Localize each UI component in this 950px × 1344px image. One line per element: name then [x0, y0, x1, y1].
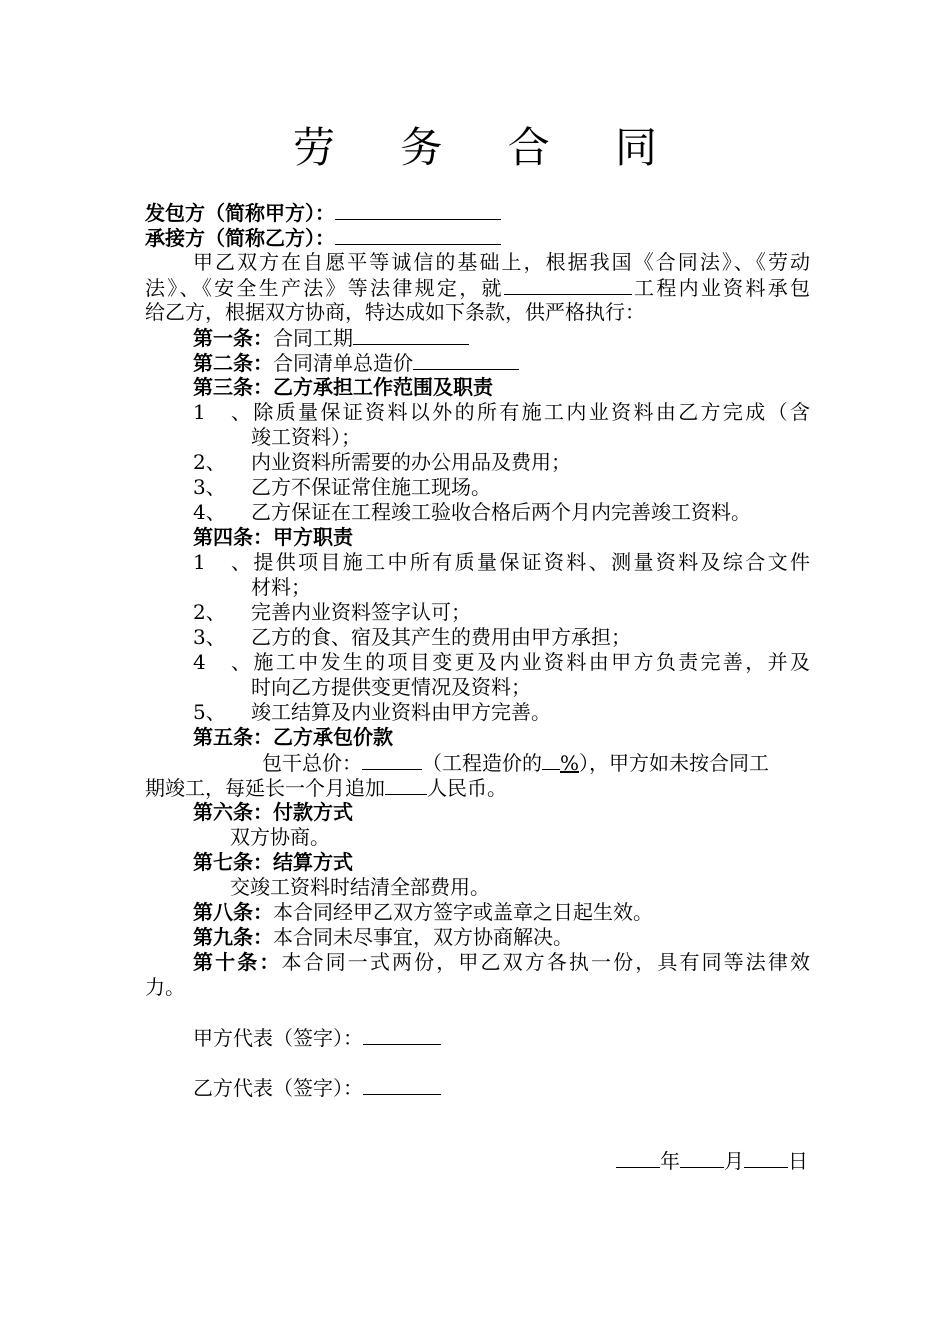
article-6-text: 双方协商。 [230, 825, 330, 849]
article-10-cont: 力。 [145, 975, 185, 999]
article-5-line-2 [145, 775, 810, 801]
item-text: 施工中发生的项目变更及内业资料由甲方负责完善，并及 [251, 650, 810, 674]
lump-sum-blank [362, 750, 422, 770]
signature-b [193, 1075, 858, 1101]
date-line [616, 1148, 808, 1174]
article-4-item [193, 625, 858, 650]
total-price-blank [413, 350, 519, 370]
month-label: 月 [724, 1149, 744, 1173]
item-number: 3、 [193, 625, 226, 649]
article-8 [193, 900, 858, 925]
party-a-blank [335, 200, 501, 220]
item-text: 提供项目施工中所有质量保证资料、测量资料及综合文件 [251, 550, 810, 574]
article-4-heading: 第四条：甲方职责 [193, 525, 353, 549]
intro-line-2 [145, 275, 810, 301]
item-text: 乙方保证在工程竣工验收合格后两个月内完善竣工资料。 [251, 500, 751, 524]
article-2-label: 第二条： [193, 351, 273, 375]
article-4-item-cont: 时向乙方提供变更情况及资料； [251, 675, 531, 699]
article-4-item [193, 550, 810, 575]
article-4-item [193, 650, 810, 675]
article-3-item [193, 475, 858, 500]
item-number: 1、 [193, 550, 251, 574]
signature-a [193, 1025, 858, 1051]
signature-b-label: 乙方代表（签字）： [193, 1076, 363, 1100]
article-9-label: 第九条： [193, 925, 273, 949]
item-number: 5、 [193, 700, 226, 724]
article-2-text: 合同清单总造价 [273, 351, 413, 375]
year-blank [616, 1148, 660, 1168]
article-3-item-cont: 竣工资料）； [251, 425, 361, 449]
article-4-item [193, 700, 858, 725]
item-number: 1、 [193, 400, 251, 424]
party-b-blank [335, 225, 501, 245]
item-number: 2、 [193, 600, 226, 624]
article-4-item-cont: 材料； [251, 575, 311, 599]
year-label: 年 [660, 1149, 680, 1173]
article-3-item [193, 450, 858, 475]
article-8-text: 本合同经甲乙双方签字或盖章之日起生效。 [273, 900, 653, 924]
percent-blank [542, 750, 560, 770]
item-number: 2、 [193, 450, 226, 474]
item-text: 内业资料所需要的办公用品及费用； [251, 450, 571, 474]
document-title: 劳 务 合 同 [292, 123, 684, 172]
article-3-item [193, 500, 858, 525]
party-a-label: 发包方（简称甲方）： [145, 201, 335, 225]
intro-text-a: 法》、《安全生产法》等法律规定，就 [145, 276, 504, 300]
item-text: 完善内业资料签字认可； [251, 600, 471, 624]
article-10-label: 第十条： [193, 950, 282, 974]
article-10 [193, 950, 810, 975]
party-b-label: 承接方（简称乙方）： [145, 226, 335, 250]
article-8-label: 第八条： [193, 900, 273, 924]
intro-text-b: 工程内业资料承包 [631, 276, 811, 300]
article-9 [193, 925, 858, 950]
article-7-text: 交竣工资料时结清全部费用。 [230, 875, 490, 899]
intro-line-3: 给乙方，根据双方协商，特达成如下条款，供严格执行： [145, 300, 645, 324]
article-3-heading: 第三条：乙方承担工作范围及职责 [193, 375, 493, 399]
article-4-item [193, 600, 858, 625]
article-3-item [193, 400, 810, 425]
article-5-text-2: 期竣工，每延长一个月追加 [145, 776, 385, 800]
cost-ratio-label: （工程造价的 [422, 751, 542, 775]
article-9-text: 本合同未尽事宜，双方协商解决。 [273, 925, 573, 949]
item-number: 4、 [193, 650, 251, 674]
day-label: 日 [788, 1149, 808, 1173]
contract-period-blank [353, 325, 469, 345]
article-5-text: ），甲方如未按合同工 [579, 751, 770, 775]
article-5-heading: 第五条：乙方承包价款 [193, 725, 393, 749]
signature-a-blank [363, 1025, 441, 1045]
article-2 [193, 350, 858, 376]
article-1 [193, 325, 858, 351]
article-6-heading: 第六条：付款方式 [193, 800, 353, 824]
item-number: 3、 [193, 475, 226, 499]
article-1-label: 第一条： [193, 326, 273, 350]
project-name-blank [504, 275, 632, 295]
item-text: 乙方的食、宿及其产生的费用由甲方承担； [251, 625, 631, 649]
party-b-line [145, 225, 810, 251]
item-text: 竣工结算及内业资料由甲方完善。 [251, 700, 551, 724]
intro-line-1: 甲乙双方在自愿平等诚信的基础上，根据我国《合同法》、《劳动 [193, 250, 810, 274]
lump-sum-label: 包干总价： [262, 751, 362, 775]
signature-a-label: 甲方代表（签字）： [193, 1026, 363, 1050]
article-1-text: 合同工期 [273, 326, 353, 350]
penalty-blank [385, 775, 427, 795]
day-blank [744, 1148, 788, 1168]
percent-sign: % [560, 751, 580, 775]
article-7-heading: 第七条：结算方式 [193, 850, 353, 874]
signature-b-blank [363, 1075, 441, 1095]
article-10-text: 本合同一式两份，甲乙双方各执一份，具有同等法律效 [281, 950, 811, 974]
item-text: 除质量保证资料以外的所有施工内业资料由乙方完成（含 [251, 400, 810, 424]
article-5-text-3: 人民币。 [427, 776, 507, 800]
item-number: 4、 [193, 500, 226, 524]
party-a-line [145, 200, 810, 226]
item-text: 乙方不保证常住施工现场。 [251, 475, 491, 499]
article-5-line-1 [262, 750, 810, 776]
month-blank [680, 1148, 724, 1168]
